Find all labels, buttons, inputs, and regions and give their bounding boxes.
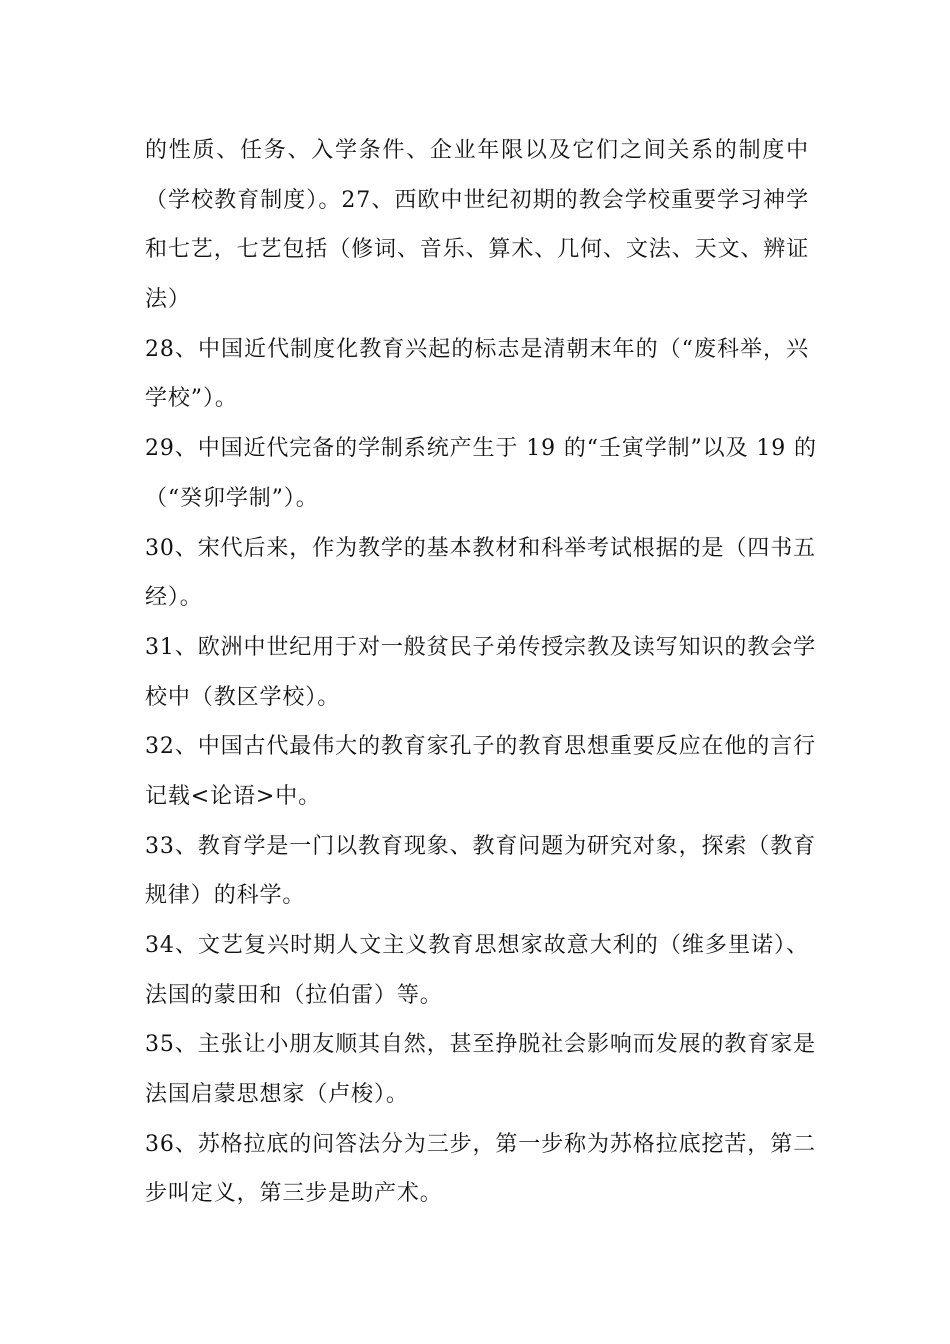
- text-line: 29、中国近代完备的学制系统产生于 19 的“壬寅学制”以及 19 的: [145, 436, 817, 462]
- text-line: 的性质、任务、入学条件、企业年限以及它们之间关系的制度中: [145, 138, 809, 163]
- text-line: 和七艺，七艺包括（修词、音乐、算术、几何、文法、天文、辨证: [145, 237, 810, 263]
- text-line: 36、苏格拉底的问答法分为三步，第一步称为苏格拉底挖苦，第二: [145, 1131, 816, 1157]
- text-line: （学校教育制度）。27、西欧中世纪初期的教会学校重要学习神学: [145, 187, 809, 213]
- text-line: 28、中国近代制度化教育兴起的标志是清朝末年的（“废科举，兴: [145, 336, 809, 362]
- text-line: 校中（教区学校）。: [145, 684, 341, 710]
- text-line: 法国的蒙田和（拉伯雷）等。: [145, 982, 443, 1008]
- text-line: 学校”）。: [145, 386, 238, 412]
- text-line: 规律）的科学。: [145, 883, 306, 909]
- text-line: 31、欧洲中世纪用于对一般贫民子弟传授宗教及读写知识的教会学: [145, 634, 816, 660]
- text-line: 30、宋代后来，作为教学的基本教材和科举考试根据的是（四书五: [145, 535, 816, 561]
- text-line: 34、文艺复兴时期人文主义教育思想家故意大利的（维多里诺）、: [145, 933, 809, 958]
- text-line: 35、主张让小朋友顺其自然，甚至挣脱社会影响而发展的教育家是: [145, 1032, 816, 1058]
- text-line: 法国启蒙思想家（卢梭）。: [145, 1082, 409, 1108]
- text-line: （“癸卯学制”）。: [145, 485, 319, 511]
- text-line: 记载<论语>中。: [145, 783, 322, 809]
- text-line: 步叫定义，第三步是助产术。: [145, 1181, 443, 1207]
- text-line: 33、教育学是一门以教育现象、教育问题为研究对象，探索（教育: [145, 833, 816, 859]
- text-line: 32、中国古代最伟大的教育家孔子的教育思想重要反应在他的言行: [145, 734, 816, 760]
- document-body: [145, 126, 817, 1219]
- text-line: 经）。: [145, 585, 203, 611]
- text-line: 法）: [145, 287, 191, 313]
